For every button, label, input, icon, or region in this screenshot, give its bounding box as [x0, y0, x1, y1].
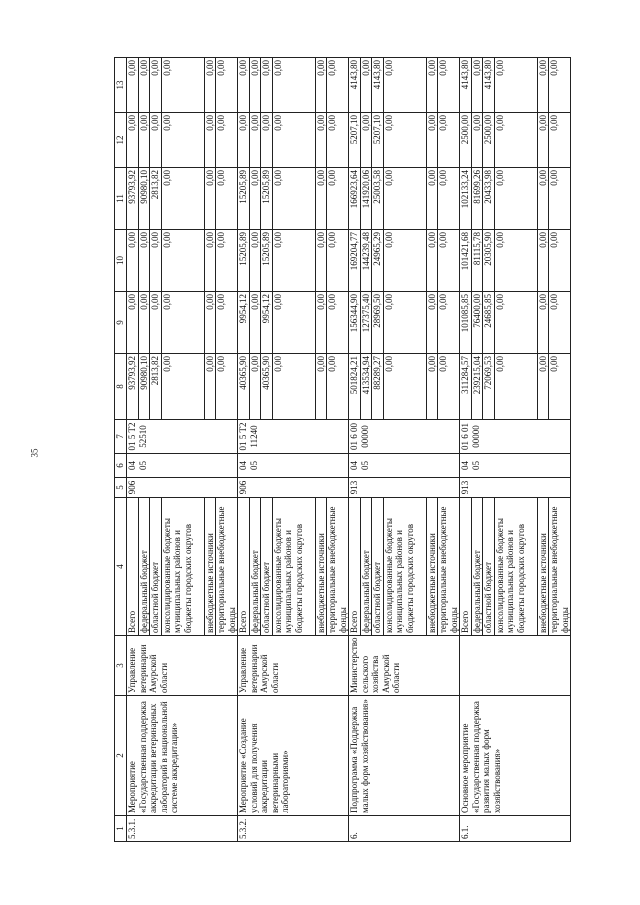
header-row	[115, 58, 127, 842]
funding-source-label: областной бюджет	[483, 498, 495, 635]
amount-value: 0,00	[361, 58, 373, 112]
executor-cell: Министерство сельского хозяйства Амурской области	[349, 636, 460, 696]
amount-value: 0,00	[438, 170, 448, 186]
amount-value: 0,00	[538, 354, 550, 419]
row-number-cell: 5.3.2.	[238, 816, 349, 842]
amount-value: 0,00	[427, 292, 439, 353]
amount-value: 20305,90	[483, 230, 495, 291]
amount-cell	[349, 58, 460, 113]
funding-source-label: Всего	[127, 498, 139, 635]
funding-source-label: территориальные внебюджетные фонды	[216, 506, 237, 633]
funding-source-label: консолидированные бюджеты муниципальных районов и бюджеты городских округов	[273, 498, 316, 635]
amount-value: 4143,80	[372, 58, 384, 112]
amount-value: 40365,90	[261, 354, 273, 419]
amount-value: 0,00	[549, 60, 559, 76]
row-number-cell: 6.	[349, 816, 460, 842]
amount-cell	[238, 230, 349, 292]
amount-value: 0,00	[216, 356, 226, 372]
amount-value: 0,00	[427, 230, 439, 291]
amount-value: 15205,89	[238, 230, 250, 291]
amount-value: 0,00	[205, 354, 217, 419]
funding-source-label: территориальные внебюджетные фонды	[327, 506, 348, 633]
amount-value: 15205,89	[261, 230, 273, 291]
amount-value: 15205,89	[238, 168, 250, 229]
amount-cell	[460, 58, 571, 113]
funding-source-label: областной бюджет	[372, 498, 384, 635]
amount-value: 2500,00	[460, 113, 472, 167]
funding-source-label: Всего	[460, 498, 472, 635]
section-code-cell: 04 05	[349, 454, 460, 478]
amount-value: 102133,24	[460, 168, 472, 229]
amount-cell	[127, 292, 238, 354]
amount-cell	[127, 354, 238, 420]
funding-source-label: консолидированные бюджеты муниципальных районов и бюджеты городских округов	[495, 498, 538, 635]
amount-value: 101085,85	[460, 292, 472, 353]
amount-value: 0,00	[139, 113, 151, 167]
amount-value: 24965,29	[372, 230, 384, 291]
amount-cell	[460, 168, 571, 230]
column-header: 4	[115, 498, 127, 636]
amount-value: 0,00	[162, 168, 205, 229]
amount-value: 0,00	[538, 58, 550, 112]
amount-value: 72069,53	[483, 354, 495, 419]
amount-value: 0,00	[549, 356, 559, 372]
amount-value: 0,00	[216, 294, 226, 310]
amount-cell	[349, 292, 460, 354]
target-article-cell: 01 5 Т2 52510	[127, 420, 238, 454]
funding-source-label: федеральный бюджет	[361, 498, 373, 635]
amount-value: 0,00	[127, 58, 139, 112]
amount-value: 413534,94	[361, 354, 373, 419]
amount-value: 0,00	[273, 292, 316, 353]
page-number: 35	[29, 448, 40, 458]
amount-value: 0,00	[273, 168, 316, 229]
amount-value: 141920,06	[361, 168, 373, 229]
amount-value: 169204,77	[349, 230, 361, 291]
amount-cell	[460, 113, 571, 168]
amount-value: 15205,89	[261, 168, 273, 229]
amount-cell	[460, 292, 571, 354]
amount-value: 0,00	[438, 115, 448, 131]
amount-value: 0,00	[205, 168, 217, 229]
amount-value: 0,00	[361, 113, 373, 167]
funding-source-label: внебюджетные источники	[205, 498, 217, 635]
amount-value: 0,00	[127, 113, 139, 167]
column-header: 6	[115, 454, 127, 478]
amount-value: 0,00	[495, 292, 538, 353]
amount-cell	[460, 230, 571, 292]
amount-value: 0,00	[538, 230, 550, 291]
amount-value: 0,00	[162, 113, 205, 167]
amount-value: 0,00	[139, 58, 151, 112]
funding-sources-cell	[238, 498, 349, 636]
amount-value: 0,00	[549, 232, 559, 248]
amount-value: 0,00	[438, 356, 448, 372]
amount-value: 4143,80	[483, 58, 495, 112]
column-header: 5	[115, 478, 127, 498]
amount-cell	[238, 58, 349, 113]
amount-value: 0,00	[316, 168, 328, 229]
funding-source-label: внебюджетные источники	[538, 498, 550, 635]
amount-cell	[127, 113, 238, 168]
amount-value: 0,00	[495, 168, 538, 229]
amount-value: 0,00	[384, 230, 427, 291]
amount-value: 0,00	[216, 170, 226, 186]
table-row	[349, 58, 460, 842]
column-header: 10	[115, 230, 127, 292]
amount-value: 0,00	[150, 230, 162, 291]
amount-value: 0,00	[273, 354, 316, 419]
amount-value: 0,00	[327, 60, 337, 76]
amount-value: 0,00	[427, 58, 439, 112]
amount-value: 0,00	[162, 58, 205, 112]
grbs-code-cell: 913	[349, 478, 460, 498]
document-page	[114, 58, 570, 842]
column-header: 9	[115, 292, 127, 354]
column-header: 12	[115, 113, 127, 168]
amount-value: 0,00	[495, 58, 538, 112]
rotated-table-container	[114, 58, 570, 842]
amount-value: 0,00	[205, 113, 217, 167]
target-article-cell: 01 6 00 00000	[349, 420, 460, 454]
amount-value: 0,00	[238, 113, 250, 167]
funding-source-label: федеральный бюджет	[139, 498, 151, 635]
amount-value: 2813,82	[150, 168, 162, 229]
column-header: 8	[115, 354, 127, 420]
amount-value: 93793,92	[127, 168, 139, 229]
funding-source-label: территориальные внебюджетные фонды	[438, 506, 459, 633]
funding-source-label: областной бюджет	[150, 498, 162, 635]
amount-value: 0,00	[538, 292, 550, 353]
program-name-cell: Мероприятие «Создание условий для получения аккредитации ветеринарными лабораториями»	[238, 696, 349, 816]
executor-cell: Управление ветеринарии Амурской области	[238, 636, 349, 696]
amount-value: 4143,80	[349, 58, 361, 112]
amount-cell	[460, 354, 571, 420]
amount-value: 90980,10	[139, 354, 151, 419]
column-header: 3	[115, 636, 127, 696]
amount-value: 0,00	[150, 58, 162, 112]
amount-value: 0,00	[162, 230, 205, 291]
amount-value: 0,00	[205, 292, 217, 353]
amount-cell	[349, 354, 460, 420]
target-article-cell: 01 5 Т2 11240	[238, 420, 349, 454]
amount-value: 0,00	[273, 58, 316, 112]
amount-value: 5207,10	[349, 113, 361, 167]
grbs-code-cell: 906	[238, 478, 349, 498]
program-name-cell: Основное мероприятие «Государственная поддержка развития малых форм хозяйствования»	[460, 696, 571, 816]
amount-cell	[127, 168, 238, 230]
column-header: 2	[115, 696, 127, 816]
amount-cell	[349, 168, 460, 230]
row-number-cell: 5.3.1.	[127, 816, 238, 842]
amount-cell	[349, 230, 460, 292]
funding-source-label: Всего	[238, 498, 250, 635]
amount-value: 0,00	[250, 230, 262, 291]
amount-cell	[238, 113, 349, 168]
amount-value: 0,00	[250, 354, 262, 419]
executor-cell: Управление ветеринарии Амурской области	[127, 636, 238, 696]
program-name-cell: Подпрограмма «Поддержка малых форм хозяйствования»	[349, 696, 460, 816]
amount-value: 0,00	[384, 292, 427, 353]
amount-value: 0,00	[495, 113, 538, 167]
amount-value: 0,00	[438, 232, 448, 248]
funding-source-label: федеральный бюджет	[250, 498, 262, 635]
grbs-code-cell: 906	[127, 478, 238, 498]
amount-cell	[238, 292, 349, 354]
funding-sources-cell	[127, 498, 238, 636]
amount-value: 0,00	[205, 230, 217, 291]
amount-value: 101421,68	[460, 230, 472, 291]
amount-value: 88289,27	[372, 354, 384, 419]
funding-source-label: внебюджетные источники	[427, 498, 439, 635]
amount-value: 24685,85	[483, 292, 495, 353]
amount-value: 40365,90	[238, 354, 250, 419]
table-row	[127, 58, 238, 842]
amount-value: 28969,50	[372, 292, 384, 353]
amount-cell	[349, 113, 460, 168]
amount-value: 0,00	[384, 354, 427, 419]
amount-value: 93793,92	[127, 354, 139, 419]
column-header: 13	[115, 58, 127, 113]
amount-value: 0,00	[472, 113, 484, 167]
funding-source-label: федеральный бюджет	[472, 498, 484, 635]
amount-value: 76400,00	[472, 292, 484, 353]
amount-value: 0,00	[327, 356, 337, 372]
amount-value: 9954,12	[238, 292, 250, 353]
amount-value: 0,00	[150, 113, 162, 167]
executor-cell	[460, 636, 571, 696]
amount-value: 311284,57	[460, 354, 472, 419]
amount-value: 0,00	[538, 113, 550, 167]
amount-value: 0,00	[139, 292, 151, 353]
amount-value: 0,00	[250, 292, 262, 353]
amount-value: 0,00	[316, 58, 328, 112]
amount-cell	[127, 230, 238, 292]
amount-value: 0,00	[549, 294, 559, 310]
amount-value: 0,00	[495, 354, 538, 419]
amount-cell	[127, 58, 238, 113]
grbs-code-cell: 913	[460, 478, 571, 498]
section-code-cell: 04 05	[127, 454, 238, 478]
amount-value: 0,00	[316, 230, 328, 291]
amount-value: 0,00	[384, 168, 427, 229]
amount-value: 90980,10	[139, 168, 151, 229]
amount-value: 0,00	[238, 58, 250, 112]
amount-value: 0,00	[427, 168, 439, 229]
amount-value: 81699,26	[472, 168, 484, 229]
funding-sources-cell	[460, 498, 571, 636]
amount-value: 9954,12	[261, 292, 273, 353]
amount-cell	[238, 168, 349, 230]
amount-value: 0,00	[316, 292, 328, 353]
amount-cell	[238, 354, 349, 420]
amount-value: 0,00	[139, 230, 151, 291]
amount-value: 0,00	[273, 113, 316, 167]
amount-value: 20433,98	[483, 168, 495, 229]
amount-value: 0,00	[127, 230, 139, 291]
amount-value: 166923,64	[349, 168, 361, 229]
amount-value: 0,00	[162, 354, 205, 419]
program-name-cell: Мероприятие «Государственная поддержка аккредитации ветеринарных лабораторий в национальной системе аккредитации»	[127, 696, 238, 816]
amount-value: 4143,80	[460, 58, 472, 112]
amount-value: 0,00	[438, 294, 448, 310]
amount-value: 501824,21	[349, 354, 361, 419]
amount-value: 127375,40	[361, 292, 373, 353]
amount-value: 0,00	[216, 115, 226, 131]
amount-value: 25003,58	[372, 168, 384, 229]
amount-value: 0,00	[261, 113, 273, 167]
amount-value: 0,00	[127, 292, 139, 353]
amount-value: 0,00	[384, 58, 427, 112]
section-code-cell: 04 05	[460, 454, 571, 478]
amount-value: 0,00	[250, 58, 262, 112]
amount-value: 0,00	[495, 230, 538, 291]
amount-value: 2813,82	[150, 354, 162, 419]
amount-value: 0,00	[150, 292, 162, 353]
amount-value: 0,00	[205, 58, 217, 112]
amount-value: 0,00	[261, 58, 273, 112]
target-article-cell: 01 6 01 00000	[460, 420, 571, 454]
funding-source-label: областной бюджет	[261, 498, 273, 635]
row-number-cell: 6.1.	[460, 816, 571, 842]
table-row	[460, 58, 571, 842]
amount-value: 0,00	[549, 170, 559, 186]
amount-value: 0,00	[216, 60, 226, 76]
funding-source-label: консолидированные бюджеты муниципальных районов и бюджеты городских округов	[384, 498, 427, 635]
funding-sources-cell	[349, 498, 460, 636]
amount-value: 0,00	[327, 294, 337, 310]
budget-table	[114, 57, 571, 842]
funding-source-label: территориальные внебюджетные фонды	[549, 506, 570, 633]
column-header: 11	[115, 168, 127, 230]
amount-value: 0,00	[327, 115, 337, 131]
amount-value: 0,00	[162, 292, 205, 353]
amount-value: 0,00	[549, 115, 559, 131]
amount-value: 0,00	[538, 168, 550, 229]
amount-value: 0,00	[316, 354, 328, 419]
amount-value: 239215,04	[472, 354, 484, 419]
column-header: 1	[115, 816, 127, 842]
amount-value: 81115,78	[472, 230, 484, 291]
amount-value: 0,00	[427, 113, 439, 167]
amount-value: 2500,00	[483, 113, 495, 167]
amount-value: 0,00	[327, 232, 337, 248]
amount-value: 0,00	[316, 113, 328, 167]
amount-value: 0,00	[273, 230, 316, 291]
amount-value: 0,00	[250, 168, 262, 229]
table-row	[238, 58, 349, 842]
amount-value: 0,00	[438, 60, 448, 76]
amount-value: 156344,90	[349, 292, 361, 353]
column-header: 7	[115, 420, 127, 454]
funding-source-label: консолидированные бюджеты муниципальных районов и бюджеты городских округов	[162, 498, 205, 635]
funding-source-label: Всего	[349, 498, 361, 635]
amount-value: 0,00	[427, 354, 439, 419]
amount-value: 0,00	[472, 58, 484, 112]
amount-value: 0,00	[327, 170, 337, 186]
funding-source-label: внебюджетные источники	[316, 498, 328, 635]
amount-value: 0,00	[216, 232, 226, 248]
amount-value: 0,00	[250, 113, 262, 167]
amount-value: 5207,10	[372, 113, 384, 167]
amount-value: 144239,48	[361, 230, 373, 291]
amount-value: 0,00	[384, 113, 427, 167]
section-code-cell: 04 05	[238, 454, 349, 478]
